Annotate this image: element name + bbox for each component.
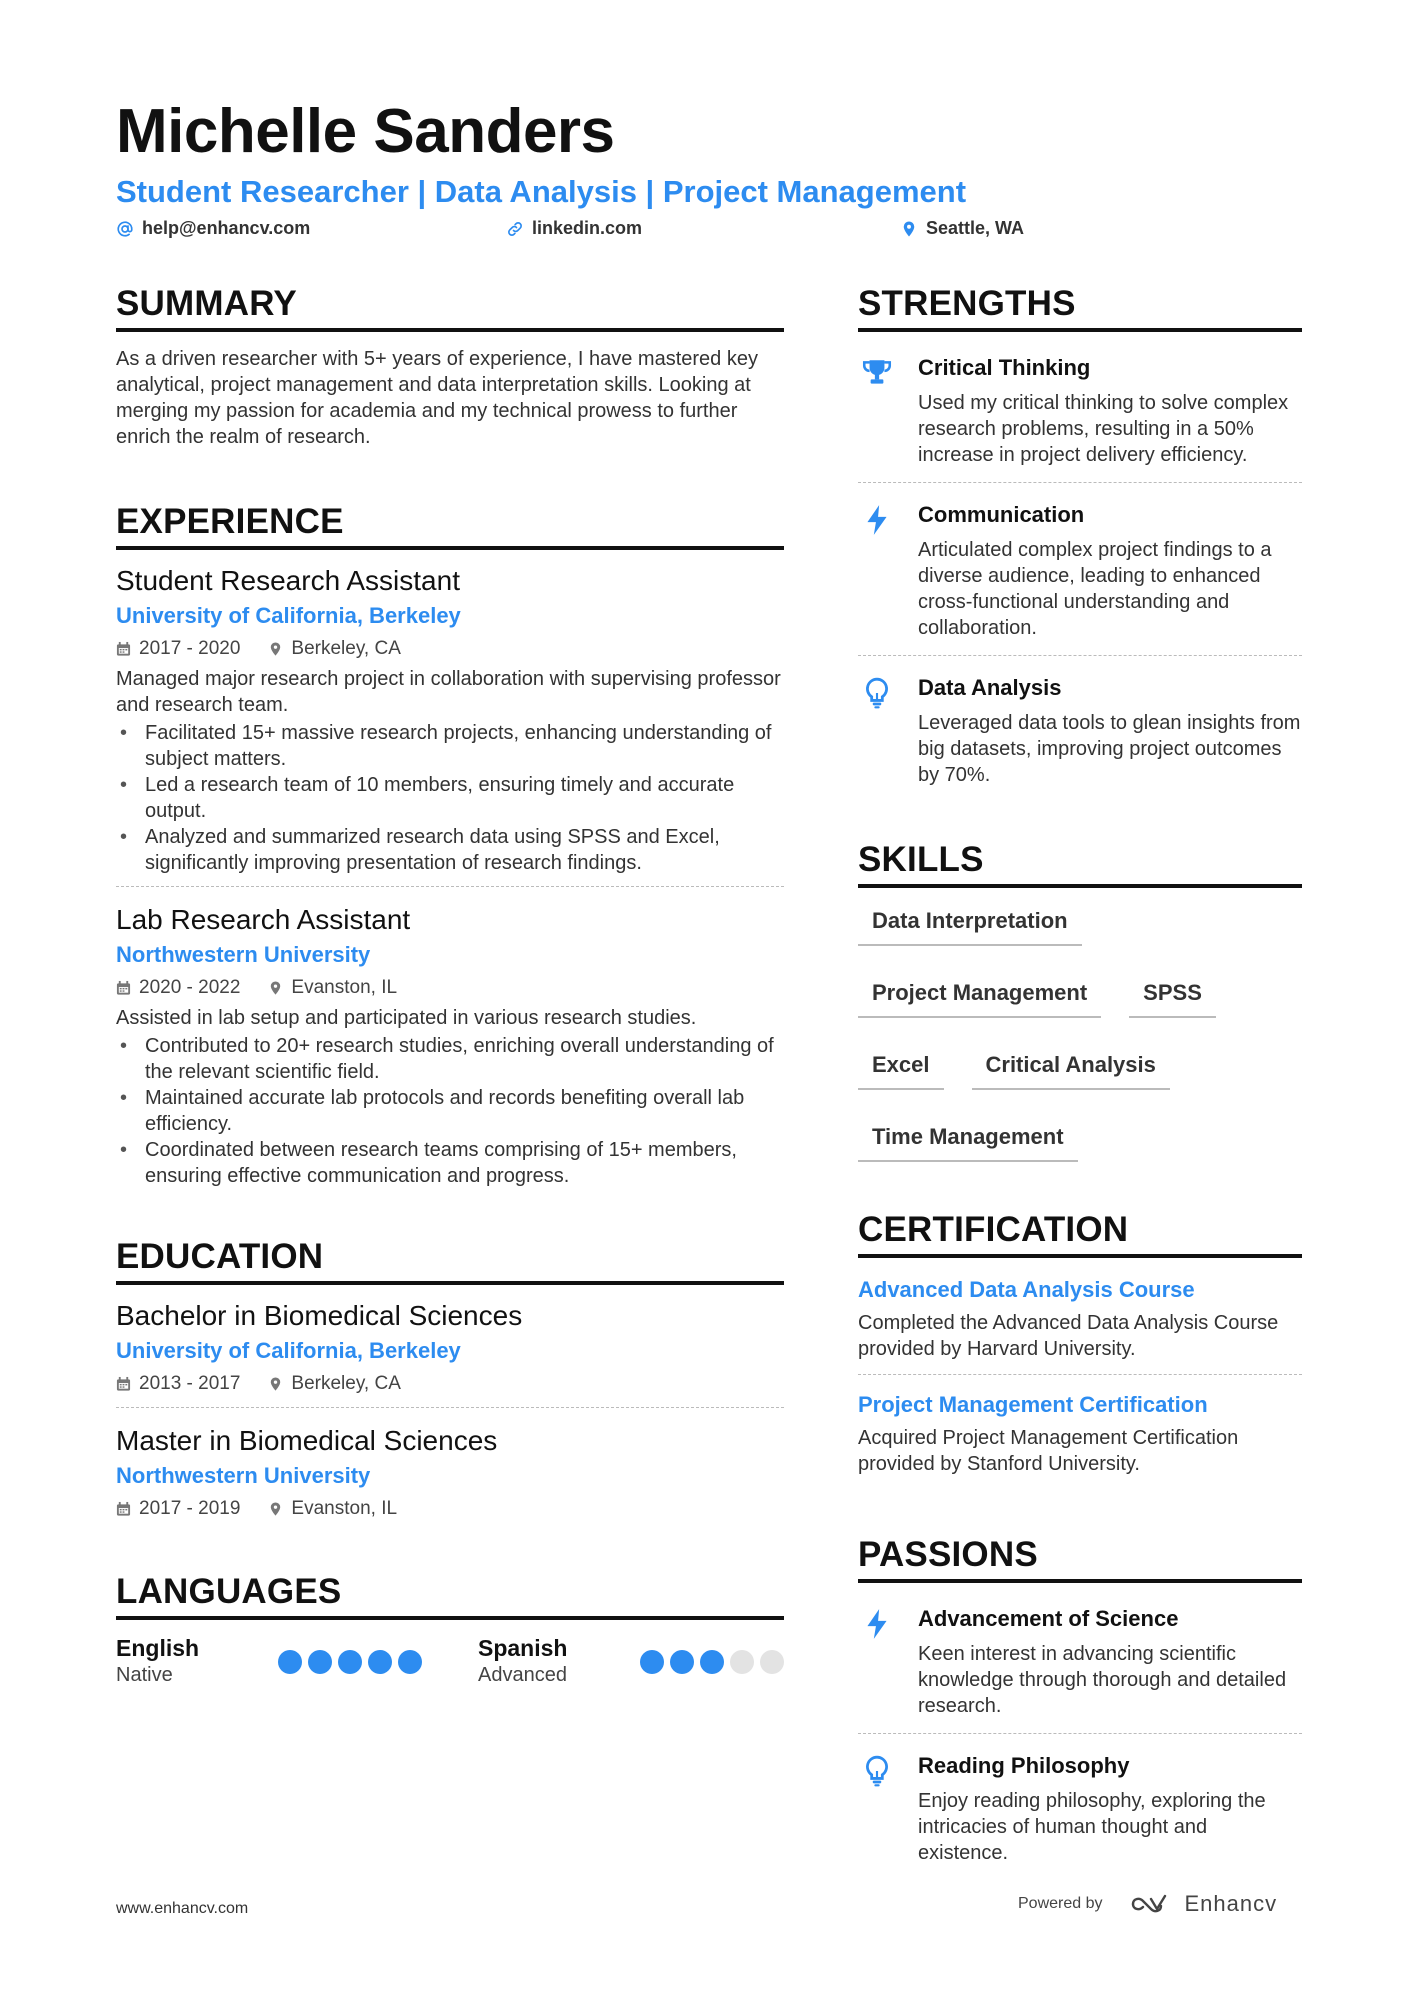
footer-website[interactable]: www.enhancv.com: [116, 1900, 249, 1917]
at-icon: [116, 220, 134, 238]
enhancv-mark-icon: [1129, 1892, 1175, 1916]
school: University of California, Berkeley: [116, 1338, 461, 1363]
bullet-item: • Facilitated 15+ massive research projects, enhancing understanding of subject matters.: [116, 720, 784, 772]
strengths-title: STRENGTHS: [858, 284, 1302, 332]
education-dates: 2013 - 2017: [139, 1373, 241, 1394]
education-meta: [116, 1496, 784, 1522]
summary-title: SUMMARY: [116, 284, 784, 332]
brand-name: Enhancv: [1184, 1891, 1278, 1916]
rating-dot-filled: [640, 1650, 664, 1674]
skill-tag: Project Management: [858, 974, 1101, 1018]
linkedin-text: linkedin.com: [532, 218, 643, 238]
employer: Northwestern University: [116, 942, 371, 967]
language-item: [116, 1634, 422, 1688]
certification-item: [858, 1272, 1302, 1374]
languages-section: [116, 1572, 784, 1688]
lightbulb-icon: [860, 1754, 894, 1788]
strength-desc: Used my critical thinking to solve complex research problems, resulting in a 50% increase in project delivery efficiency.: [918, 392, 1289, 466]
passion-item: [858, 1597, 1302, 1733]
skills-section: [858, 840, 1302, 1162]
contact-linkedin[interactable]: [506, 218, 642, 239]
lightning-icon: [860, 1607, 894, 1641]
certification-desc: Acquired Project Management Certification provided by Stanford University.: [858, 1427, 1239, 1475]
language-rating: [640, 1650, 784, 1674]
rating-dot-filled: [278, 1650, 302, 1674]
bullet-item: • Contributed to 20+ research studies, enriching overall understanding of the relevant scientific field.: [116, 1033, 784, 1085]
location-pin-icon: [268, 980, 283, 996]
education-location: Berkeley, CA: [291, 1373, 401, 1394]
summary-text: As a driven researcher with 5+ years of experience, I have mastered key analytical, project management and data interpretation skills. Looking at merging my passion for academia and my technical prowess to further enrich the realm of research.: [116, 348, 758, 448]
passion-title: Advancement of Science: [918, 1606, 1179, 1631]
strength-item: [858, 482, 1302, 655]
strength-title: Critical Thinking: [918, 355, 1091, 380]
certification-name: Project Management Certification: [858, 1392, 1208, 1417]
location-pin-icon: [900, 220, 918, 238]
languages-list: [116, 1634, 784, 1688]
contact-location: [900, 218, 1024, 239]
lightbulb-icon: [860, 676, 894, 710]
skill-tag: Time Management: [858, 1118, 1078, 1162]
location-pin-icon: [268, 1501, 283, 1517]
trophy-icon: [860, 356, 894, 390]
bullet-item: • Led a research team of 10 members, ensuring timely and accurate output.: [116, 772, 784, 824]
location-text: Seattle, WA: [926, 218, 1025, 238]
job-meta: [116, 636, 784, 662]
experience-entry: [116, 564, 784, 886]
job-meta: [116, 975, 784, 1001]
job-description: Managed major research project in collaboration with supervising professor and research team.: [116, 668, 781, 716]
education-dates: 2017 - 2019: [139, 1498, 241, 1519]
strength-item: [858, 655, 1302, 802]
bullet-item: • Analyzed and summarized research data using SPSS and Excel, significantly improving presentation of research findings.: [116, 824, 784, 876]
rating-dot-filled: [338, 1650, 362, 1674]
passion-desc: Keen interest in advancing scientific knowledge through thorough and detailed research.: [918, 1643, 1287, 1717]
languages-title: LANGUAGES: [116, 1572, 784, 1620]
skills-title: SKILLS: [858, 840, 1302, 888]
job-dates: 2020 - 2022: [139, 977, 241, 998]
rating-dot-filled: [368, 1650, 392, 1674]
passion-desc: Enjoy reading philosophy, exploring the intricacies of human thought and existence.: [918, 1790, 1266, 1864]
strength-desc: Leveraged data tools to glean insights from big datasets, improving project outcomes by 70%.: [918, 712, 1301, 786]
location-pin-icon: [268, 641, 283, 657]
education-section: [116, 1237, 784, 1532]
bullet-item: • Coordinated between research teams comprising of 15+ members, ensuring effective communication and progress.: [116, 1137, 784, 1189]
language-rating: [278, 1650, 422, 1674]
job-title: Lab Research Assistant: [116, 904, 411, 935]
skills-list: [858, 902, 1302, 1162]
contact-email[interactable]: [116, 218, 310, 239]
job-title: Student Research Assistant: [116, 565, 460, 596]
certification-desc: Completed the Advanced Data Analysis Course provided by Harvard University.: [858, 1312, 1279, 1360]
education-entry: [116, 1299, 784, 1407]
education-meta: [116, 1371, 784, 1397]
strength-title: Data Analysis: [918, 675, 1062, 700]
rating-dot-filled: [308, 1650, 332, 1674]
job-location: Evanston, IL: [291, 977, 398, 998]
experience-section: [116, 502, 784, 1199]
certification-title: CERTIFICATION: [858, 1210, 1302, 1258]
strengths-section: [858, 284, 1302, 802]
language-item: [478, 1634, 784, 1688]
job-description: Assisted in lab setup and participated in various research studies.: [116, 1007, 697, 1029]
strength-desc: Articulated complex project findings to a diverse audience, leading to enhanced cross-functional understanding and collaboration.: [918, 539, 1272, 639]
calendar-icon: [116, 1376, 131, 1392]
calendar-icon: [116, 980, 131, 996]
employer: University of California, Berkeley: [116, 603, 461, 628]
enhancv-logo[interactable]: [1129, 1891, 1278, 1917]
certification-name: Advanced Data Analysis Course: [858, 1277, 1195, 1302]
rating-dot-filled: [670, 1650, 694, 1674]
certification-item: [858, 1374, 1302, 1489]
skill-tag: Critical Analysis: [972, 1046, 1170, 1090]
passions-title: PASSIONS: [858, 1535, 1302, 1583]
passion-title: Reading Philosophy: [918, 1753, 1130, 1778]
footer-branding: [1018, 1891, 1277, 1917]
degree: Bachelor in Biomedical Sciences: [116, 1300, 523, 1331]
education-entry: [116, 1407, 784, 1532]
calendar-icon: [116, 641, 131, 657]
headline: Student Researcher | Data Analysis | Project Management: [116, 174, 967, 209]
experience-entry: [116, 886, 784, 1199]
strength-title: Communication: [918, 502, 1085, 527]
experience-title: EXPERIENCE: [116, 502, 784, 550]
language-level: Native: [116, 1664, 173, 1686]
passion-item: [858, 1733, 1302, 1880]
calendar-icon: [116, 1501, 131, 1517]
education-title: EDUCATION: [116, 1237, 784, 1285]
left-column: [116, 284, 784, 1726]
skill-tag: Excel: [858, 1046, 944, 1090]
certification-section: [858, 1210, 1302, 1489]
lightning-icon: [860, 503, 894, 537]
summary-section: [116, 284, 784, 450]
right-column: [858, 284, 1302, 1918]
school: Northwestern University: [116, 1463, 371, 1488]
language-level: Advanced: [478, 1664, 567, 1686]
degree: Master in Biomedical Sciences: [116, 1425, 498, 1456]
skill-tag: Data Interpretation: [858, 902, 1082, 946]
rating-dot-filled: [700, 1650, 724, 1674]
rating-dot-empty: [760, 1650, 784, 1674]
rating-dot-filled: [398, 1650, 422, 1674]
strength-item: [858, 346, 1302, 482]
location-pin-icon: [268, 1376, 283, 1392]
passions-section: [858, 1535, 1302, 1880]
skill-tag: SPSS: [1129, 974, 1216, 1018]
language-name: Spanish: [478, 1635, 568, 1661]
job-bullets: [116, 720, 784, 876]
job-bullets: [116, 1033, 784, 1189]
language-name: English: [116, 1635, 200, 1661]
job-location: Berkeley, CA: [291, 638, 401, 659]
rating-dot-empty: [730, 1650, 754, 1674]
email-text: help@enhancv.com: [142, 218, 311, 238]
bullet-item: • Maintained accurate lab protocols and records benefiting overall lab efficiency.: [116, 1085, 784, 1137]
link-icon: [506, 220, 524, 238]
powered-by-text: Powered by: [1018, 1895, 1103, 1912]
education-location: Evanston, IL: [291, 1498, 398, 1519]
candidate-name: Michelle Sanders: [116, 97, 615, 166]
job-dates: 2017 - 2020: [139, 638, 241, 659]
